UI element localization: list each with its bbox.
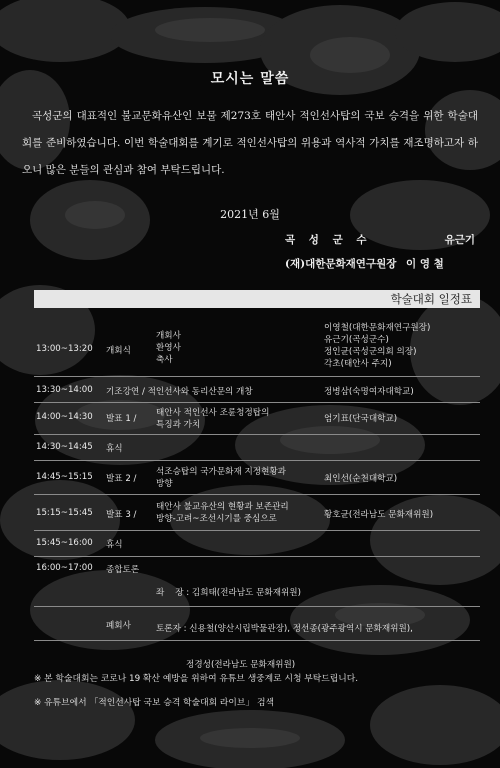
signature-org: (재)대한문화재연구원장 [285, 258, 397, 270]
row-speaker: 좌 장 : 김희태(전라남도 문화재위원) 토론자 : 신용철(양산시립박물관장), 정선종(광주광역시 문화재위원), 정경성(전라남도 문화재위원) [156, 588, 413, 670]
row-session: 휴식 [106, 444, 123, 454]
row-time: 16:00~17:00 [36, 563, 93, 573]
schedule-row-break [34, 434, 480, 459]
date: 2021년 6월 [220, 208, 280, 221]
invitation-text: 곡성군의 대표적인 불교문화유산인 보물 제273호 태안사 적인선사탑의 국보 승격을 위한 학술대회를 준비하였습니다. 이번 학술대회를 계기로 적인선사탑의 위용과 역사적 가치를 재조명하고자 하오니 많은 분들의 관심과 참여 부탁드립니다. [22, 110, 478, 176]
row-time: 15:45~16:00 [36, 538, 93, 548]
row-topic: 석조승탑의 국가문화재 지정현황과 방향 [156, 467, 286, 489]
signature-name: 유근기 [444, 234, 475, 246]
row-time: 13:30~14:00 [36, 385, 93, 395]
schedule-row-presentation-1 [34, 402, 480, 433]
row-session: 기조강연 / 적인선사와 동리산문의 개창 [106, 387, 253, 397]
schedule-row-closing [34, 606, 480, 641]
schedule-row-presentation-3 [34, 494, 480, 529]
row-speaker: 황호균(전라남도 문화재위원) [324, 510, 434, 520]
signature-governor [285, 232, 475, 247]
schedule-row-presentation-2 [34, 460, 480, 491]
row-time: 15:15~15:45 [36, 508, 93, 518]
row-speaker: 이영철(대한문화재연구원장) 유근기(곡성군수) 정인균(곡성군의회 의장) 각초(태안사 주지) [324, 323, 431, 369]
schedule-bottom-rule [34, 640, 480, 641]
row-time: 14:30~14:45 [36, 442, 93, 452]
row-speaker: 엄기표(단국대학교) [324, 414, 398, 424]
row-session: 발표 3 / [106, 510, 137, 520]
row-time: 14:45~15:15 [36, 472, 93, 482]
row-topic: 개회사 환영사 축사 [156, 331, 181, 365]
row-topic: 태안사 적인선사 조륜청정탑의 특징과 가치 [156, 408, 270, 430]
row-speaker: 정병삼(숙명여자대학교) [324, 387, 414, 397]
row-session: 발표 1 / [106, 414, 137, 424]
row-time: 13:00~13:20 [36, 344, 93, 354]
row-topic: 태안사 불교유산의 현황과 보존관리 방향-고려~조선시기를 중심으로 [156, 502, 289, 524]
signature-name: 이 영 철 [406, 258, 444, 270]
page-title: 모시는 말씀 [210, 71, 290, 87]
row-time: 14:00~14:30 [36, 412, 93, 422]
row-speaker: 최인선(순천대학교) [324, 474, 398, 484]
row-session: 개회식 [106, 346, 131, 356]
row-session: 종합토론 [106, 565, 140, 575]
note-youtube-search: ※ 유튜브에서 「적인선사탑 국보 승격 학술대회 라이브」 검색 [34, 698, 274, 708]
row-session: 발표 2 / [106, 474, 137, 484]
schedule-header: 학술대회 일정표 [34, 290, 480, 308]
signature-org: 곡 성 군 수 [285, 234, 372, 246]
row-session: 휴식 [106, 540, 123, 550]
row-session: 폐회사 [106, 621, 131, 631]
schedule-row-break [34, 530, 480, 555]
signature-institute [285, 256, 485, 271]
schedule-row-keynote [34, 376, 480, 403]
note-livestream: ※ 본 학술대회는 코로나 19 확산 예방을 위하여 유튜브 생중계로 시청 부탁드립니다. [34, 674, 359, 684]
schedule-row-opening [34, 314, 480, 374]
